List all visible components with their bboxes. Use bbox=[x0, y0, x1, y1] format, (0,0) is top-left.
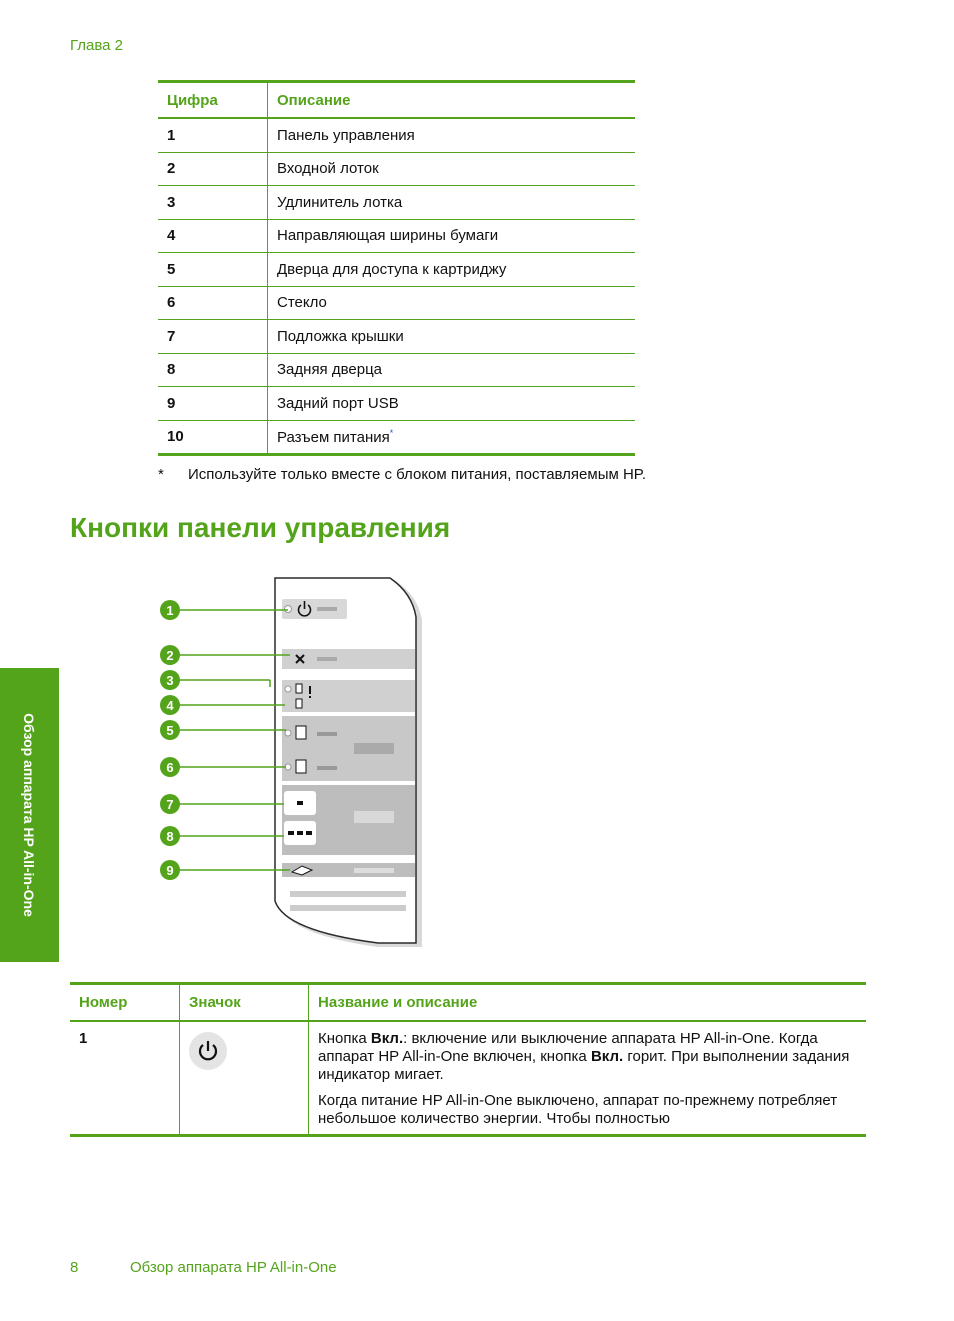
callout-number: 6 bbox=[166, 760, 174, 775]
photo-paper-label-bar bbox=[317, 766, 337, 770]
button-name: Вкл. bbox=[590, 1048, 624, 1065]
column-header-description: Описание bbox=[268, 82, 636, 119]
power-icon bbox=[189, 1032, 227, 1070]
callout-number: 9 bbox=[166, 863, 174, 878]
row-description: Входной лоток bbox=[268, 152, 636, 186]
text-run: Кнопка bbox=[318, 1030, 371, 1047]
callout-2 bbox=[160, 645, 180, 665]
table-row bbox=[70, 1021, 866, 1136]
callout-6 bbox=[160, 757, 180, 777]
plain-paper-label-bar bbox=[317, 732, 337, 736]
callout-number: 8 bbox=[166, 829, 174, 844]
callout-number: 2 bbox=[166, 648, 174, 663]
text-run: : включение или выключение аппарата HP All-in-One. Когда аппарат HP All-in-One включен, кнопка bbox=[318, 1030, 818, 1065]
callout-number: 4 bbox=[166, 698, 174, 713]
footnote-text: Используйте только вместе с блоком питания, поставляемым HP. bbox=[188, 466, 647, 483]
footer-title: Обзор аппарата HP All-in-One bbox=[130, 1259, 337, 1276]
control-panel-diagram bbox=[150, 575, 430, 955]
scan-label-bar bbox=[354, 868, 394, 873]
row-number: 9 bbox=[158, 387, 268, 421]
description-paragraph bbox=[318, 1030, 857, 1084]
callout-3 bbox=[160, 670, 180, 690]
row-description: Стекло bbox=[268, 286, 636, 320]
table-row bbox=[158, 353, 635, 387]
photo-paper-icon bbox=[296, 760, 306, 773]
callout-lines bbox=[178, 610, 290, 870]
paper-icon bbox=[296, 684, 302, 693]
table-row bbox=[158, 219, 635, 253]
row-number: 1 bbox=[158, 118, 268, 152]
column-header-number: Номер bbox=[70, 984, 180, 1022]
row-number: 1 bbox=[70, 1021, 180, 1136]
callout-number: 7 bbox=[166, 797, 174, 812]
page-number: 8 bbox=[70, 1259, 79, 1276]
callout-number: 1 bbox=[166, 603, 174, 618]
row-description-text: Разъем питания bbox=[277, 428, 390, 446]
row-number: 4 bbox=[158, 219, 268, 253]
attention-icon-dot bbox=[309, 696, 311, 698]
callout-1 bbox=[160, 600, 180, 620]
table-row bbox=[158, 152, 635, 186]
description-paragraph: Когда питание HP All-in-One выключено, аппарат по-прежнему потребляет небольшое количество энергии. Чтобы полностью bbox=[318, 1092, 838, 1127]
row-icon-cell bbox=[180, 1021, 309, 1136]
side-tab bbox=[0, 668, 59, 962]
power-indicator-light bbox=[285, 606, 292, 613]
row-number: 6 bbox=[158, 286, 268, 320]
row-number: 3 bbox=[158, 186, 268, 220]
copy-black-icon bbox=[297, 801, 303, 805]
callout-8 bbox=[160, 826, 180, 846]
row-description: Дверца для доступа к картриджу bbox=[268, 253, 636, 287]
cartridge-icon bbox=[296, 699, 302, 708]
attention-icon bbox=[309, 686, 311, 694]
cancel-label-bar bbox=[317, 657, 337, 661]
row-description: Панель управления bbox=[268, 118, 636, 152]
footnote-marker: * bbox=[389, 427, 394, 438]
copy-label-bar bbox=[354, 811, 394, 823]
column-header-number: Цифра bbox=[158, 82, 268, 119]
copy-color-icon bbox=[297, 831, 303, 835]
row-number: 7 bbox=[158, 320, 268, 354]
power-label-bar bbox=[317, 607, 337, 611]
panel-stripe bbox=[290, 905, 406, 911]
table-row bbox=[158, 420, 635, 455]
parts-table bbox=[158, 80, 635, 456]
row-description: Направляющая ширины бумаги bbox=[268, 219, 636, 253]
table-row bbox=[158, 186, 635, 220]
callout-9 bbox=[160, 860, 180, 880]
row-number: 5 bbox=[158, 253, 268, 287]
text-run: горит. При выполнении задания индикатор мигает. bbox=[318, 1048, 850, 1083]
row-description: Задняя дверца bbox=[268, 353, 636, 387]
copy-color-icon bbox=[306, 831, 312, 835]
button-name: Вкл. bbox=[370, 1030, 404, 1047]
panel-stripe bbox=[290, 891, 406, 897]
row-description bbox=[309, 1021, 867, 1136]
side-tab-label: Обзор аппарата HP All-in-One bbox=[21, 713, 37, 917]
paper-type-label-bar bbox=[354, 743, 394, 754]
plain-paper-icon bbox=[296, 726, 306, 739]
copy-color-icon bbox=[288, 831, 294, 835]
row-description: Удлинитель лотка bbox=[268, 186, 636, 220]
row-number: 8 bbox=[158, 353, 268, 387]
callout-number: 5 bbox=[166, 723, 174, 738]
callout-5 bbox=[160, 720, 180, 740]
plain-paper-light bbox=[285, 730, 291, 736]
table-row bbox=[158, 118, 635, 152]
footnote-mark: * bbox=[158, 466, 164, 483]
row-description: Подложка крышки bbox=[268, 320, 636, 354]
cancel-button-area bbox=[282, 649, 415, 669]
section-title: Кнопки панели управления bbox=[70, 512, 451, 543]
table-header-row bbox=[70, 984, 866, 1022]
table-header-row bbox=[158, 82, 635, 119]
table-row bbox=[158, 286, 635, 320]
row-description bbox=[268, 420, 636, 455]
table-row bbox=[158, 253, 635, 287]
column-header-icon: Значок bbox=[180, 984, 309, 1022]
row-number: 10 bbox=[158, 420, 268, 455]
row-description: Задний порт USB bbox=[268, 387, 636, 421]
table-row bbox=[158, 387, 635, 421]
table-row bbox=[158, 320, 635, 354]
callout-number: 3 bbox=[166, 673, 174, 688]
chapter-label: Глава 2 bbox=[70, 37, 124, 54]
buttons-table bbox=[70, 982, 866, 1137]
row-number: 2 bbox=[158, 152, 268, 186]
callout-7 bbox=[160, 794, 180, 814]
callout-4 bbox=[160, 695, 180, 715]
footnote bbox=[158, 466, 646, 483]
column-header-name-description: Название и описание bbox=[309, 984, 867, 1022]
paper-indicator-light bbox=[285, 686, 291, 692]
